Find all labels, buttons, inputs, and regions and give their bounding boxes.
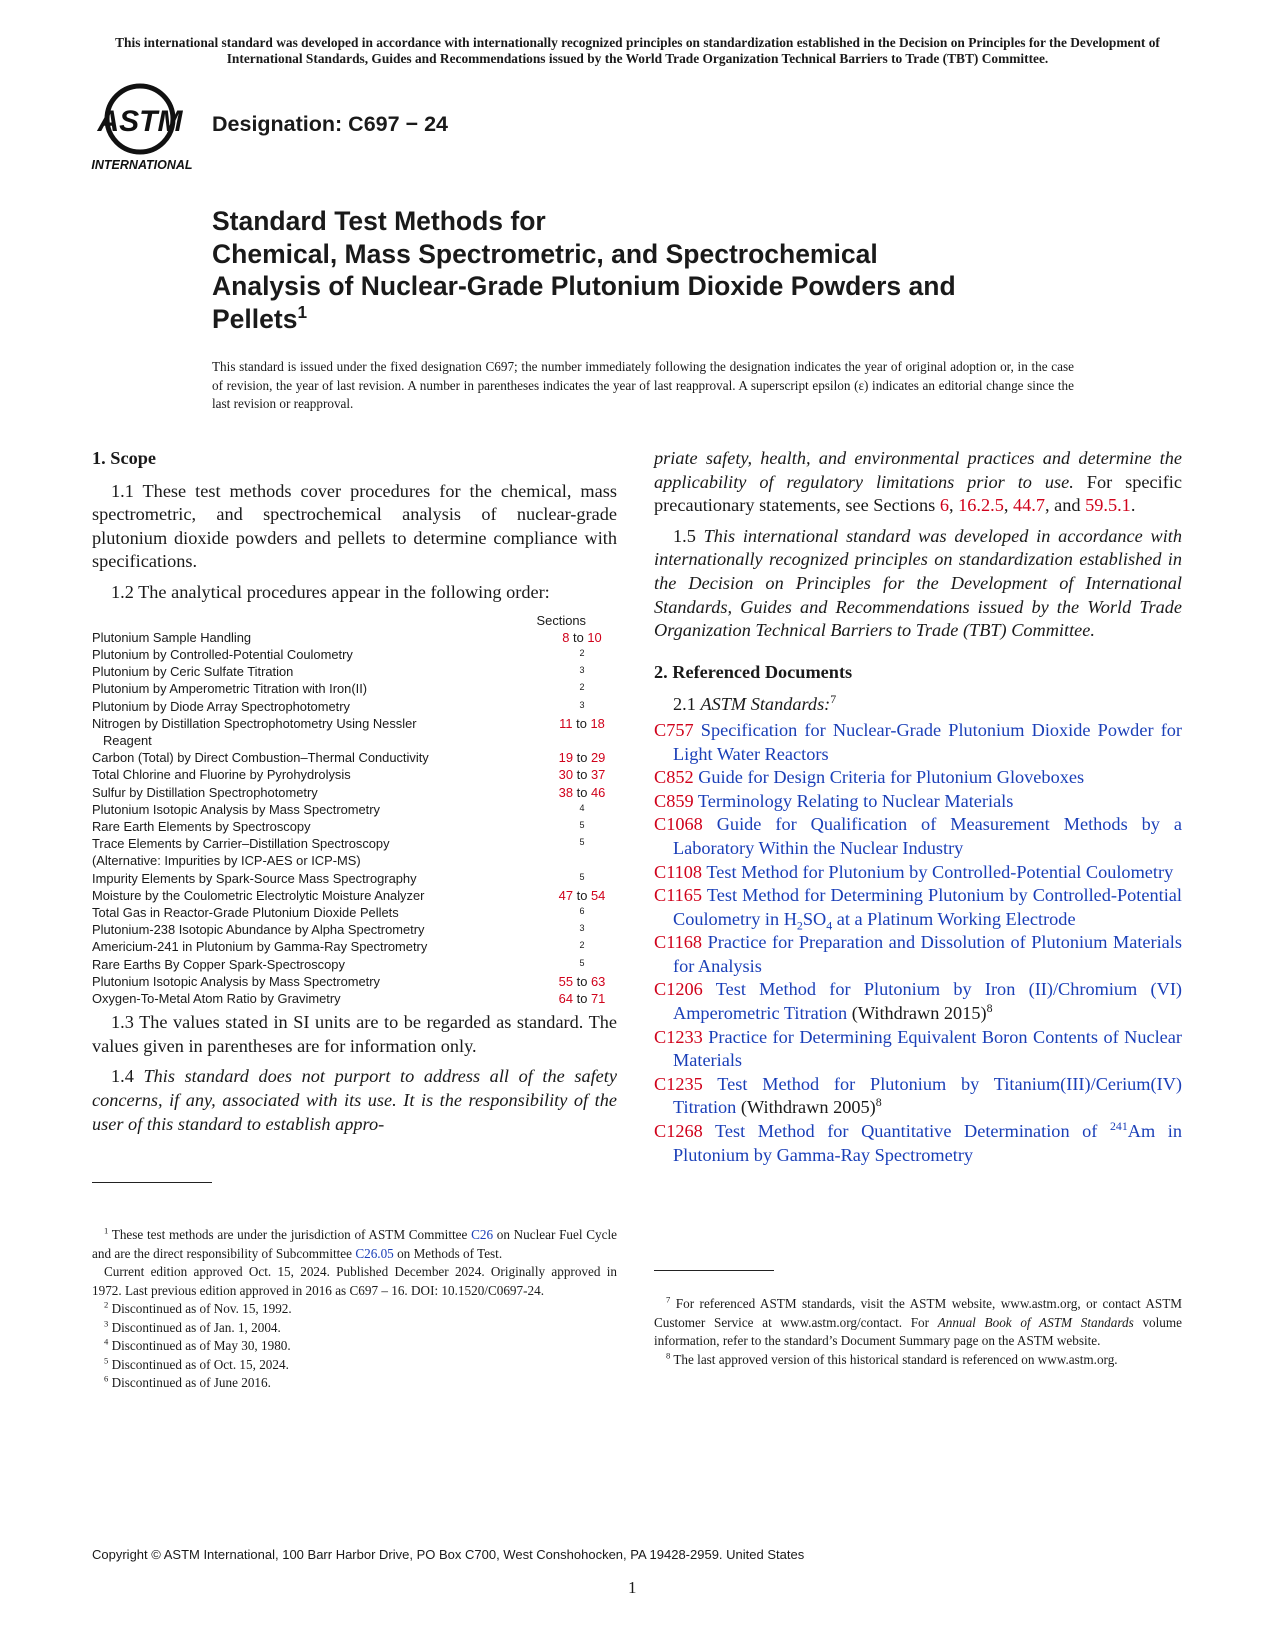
section-to-word: to — [576, 750, 588, 766]
procedure-name: Rare Earths By Copper Spark-Spectroscopy — [92, 956, 345, 972]
reference-item — [654, 978, 1182, 1025]
section-from[interactable]: 8 — [562, 629, 570, 645]
title-line-3: Analysis of Nuclear-Grade Plutonium Dioxide Powders and — [212, 271, 956, 301]
procedure-sections — [547, 698, 617, 715]
section-to[interactable]: 29 — [590, 750, 606, 766]
ref-section-59-5-1[interactable]: 59.5.1 — [1085, 495, 1131, 516]
procedure-sections — [547, 784, 617, 801]
procedure-row — [92, 784, 617, 801]
procedure-sections — [547, 938, 617, 955]
section-2-heading: 2. Referenced Documents — [654, 661, 853, 682]
procedure-row — [92, 990, 617, 1007]
procedure-name: Trace Elements by Carrier–Distillation Spectroscopy — [92, 836, 390, 852]
section-from[interactable]: 30 — [558, 767, 574, 783]
procedure-sections — [547, 835, 617, 852]
discontinued-footnote: 2 — [579, 682, 585, 693]
procedure-name: Oxygen-To-Metal Atom Ratio by Gravimetry — [92, 991, 341, 1007]
logo-international: INTERNATIONAL — [91, 158, 193, 172]
title-footnote-mark: 1 — [297, 301, 308, 322]
discontinued-footnote: 4 — [579, 802, 585, 813]
procedure-row — [92, 680, 617, 697]
title-line-2: Chemical, Mass Spectrometric, and Spectrochemical — [212, 238, 878, 269]
footnotes-right — [654, 1295, 1182, 1369]
reference-title[interactable]: Practice for Determining Equivalent Boron Contents of Nuclear Materials — [673, 1026, 1182, 1071]
discontinued-footnote: 2 — [579, 647, 585, 658]
link-c26-05[interactable]: C26.05 — [355, 1245, 394, 1261]
procedure-sections — [547, 629, 617, 646]
wto-notice: This international standard was developed in accordance with internationally recognized principles on standardization established in the Decision on Principles for the Development of International Standards, Guides and Recommendations issued by the World Trade Organization Technical Barriers to Trade (TBT) Committee. — [115, 35, 1160, 66]
section-to-word: to — [573, 629, 584, 645]
footnote-discontinued: $^4$ Discontinued as of May 30, 1980. — [104, 1336, 291, 1353]
procedure-name: Plutonium Isotopic Analysis by Mass Spectrometry — [92, 801, 381, 817]
section-to-word: to — [576, 991, 588, 1007]
ref-section-44-7[interactable]: 44.7 — [1012, 495, 1045, 516]
procedure-name: Impurity Elements by Spark-Source Mass Spectrography — [92, 870, 417, 886]
para-1-1: 1.1 These test methods cover procedures for the chemical, mass spectrometric, and spectrochemical analysis of nuclear-grade plutonium dioxide powders and pellets to determine compliance with specifications. — [92, 480, 617, 572]
procedure-row — [92, 835, 617, 852]
reference-item — [654, 1120, 1182, 1167]
procedures-table — [92, 612, 617, 1008]
discontinued-footnote: 3 — [579, 923, 585, 934]
section-to[interactable]: 10 — [587, 629, 602, 645]
logo-mark: ASTM — [97, 105, 183, 138]
discontinued-footnote: 3 — [579, 699, 585, 710]
reference-title[interactable]: Terminology Relating to Nuclear Materials — [697, 790, 1014, 811]
copyright: Copyright © ASTM International, 100 Barr Harbor Drive, PO Box C700, West Conshohocken, PA 19428-2959. United States — [92, 1547, 805, 1562]
procedure-name: (Alternative: Impurities by ICP-AES or ICP-MS) — [92, 853, 361, 869]
reference-item — [654, 1026, 1182, 1073]
procedure-sections — [547, 818, 617, 835]
footnote-8: $^8$ The last approved version of this historical standard is referenced on www.astm.org. — [666, 1350, 1118, 1367]
left-column — [92, 447, 617, 1143]
title-line-1: Standard Test Methods for — [212, 206, 546, 236]
procedure-name: Plutonium by Amperometric Titration with Iron(II) — [92, 681, 368, 697]
section-to-word: to — [576, 715, 587, 731]
procedure-name: Moisture by the Coulometric Electrolytic Moisture Analyzer — [92, 887, 425, 903]
procedure-name: Plutonium Sample Handling — [92, 629, 252, 645]
procedure-name: Total Chlorine and Fluorine by Pyrohydrolysis — [92, 767, 351, 783]
section-from[interactable]: 11 — [559, 715, 573, 731]
reference-title[interactable]: Practice for Preparation and Dissolution of Plutonium Materials for Analysis — [673, 932, 1182, 976]
procedure-name: Nitrogen by Distillation Spectrophotometry Using Nessler — [92, 715, 417, 731]
procedure-name: Carbon (Total) by Direct Combustion–Thermal Conductivity — [92, 750, 429, 766]
section-to[interactable]: 71 — [590, 991, 606, 1007]
reference-item — [654, 813, 1182, 860]
ref-section-16-2-5[interactable]: 16.2.5 — [958, 495, 1004, 516]
reference-title[interactable]: Test Method for Determining Plutonium by Controlled-Potential Coulometry in $H_2SO_4$ at a Platinum Working Electrode — [673, 885, 1182, 933]
footnote-discontinued: $^3$ Discontinued as of Jan. 1, 2004. — [104, 1318, 281, 1335]
procedure-row — [92, 766, 617, 783]
reference-code[interactable]: C1233 — [654, 1026, 703, 1047]
procedure-sections — [547, 663, 617, 680]
ref-section-6[interactable]: 6 — [939, 495, 949, 516]
reference-code[interactable]: C852 — [654, 767, 694, 788]
procedure-row — [92, 956, 617, 973]
discontinued-footnote: 5 — [579, 837, 585, 848]
footnote-7: $^7$ For referenced ASTM standards, visit the ASTM website, www.astm.org, or contact ASTM Customer Service at www.astm.org/contact. For Annual Book of ASTM Standards volume information, refer to the standard’s Document Summary page on the ASTM website. — [654, 1294, 1182, 1348]
title-line-4: Pellets — [212, 303, 298, 334]
procedure-name: Americium-241 in Plutonium by Gamma-Ray Spectrometry — [92, 939, 428, 955]
reference-item — [654, 1073, 1182, 1120]
section-to[interactable]: 63 — [590, 973, 606, 989]
section-from[interactable]: 55 — [558, 973, 574, 989]
section-to-word: to — [576, 887, 588, 903]
procedure-row — [92, 629, 617, 646]
procedure-name: Plutonium Isotopic Analysis by Mass Spectrometry — [92, 973, 381, 989]
designation: Designation: C697 − 24 — [212, 112, 448, 136]
reference-item — [654, 931, 1182, 978]
footnote-discontinued: $^6$ Discontinued as of June 2016. — [104, 1373, 271, 1390]
procedure-row — [92, 904, 617, 921]
reference-code[interactable]: C1206 — [654, 979, 703, 1000]
procedure-row — [92, 818, 617, 835]
procedure-name: Plutonium by Controlled-Potential Coulometry — [92, 646, 353, 662]
reference-item — [654, 719, 1182, 766]
reference-code[interactable]: C1108 — [654, 861, 703, 882]
section-from[interactable]: 19 — [558, 750, 574, 766]
footnote-discontinued: $^5$ Discontinued as of Oct. 15, 2024. — [104, 1355, 289, 1372]
reference-withdrawn-note: (Withdrawn 2005) — [740, 1097, 876, 1118]
footnote-rule-left — [92, 1182, 212, 1183]
procedure-sections — [547, 973, 617, 990]
procedure-row — [92, 921, 617, 938]
link-c26[interactable]: C26 — [471, 1227, 494, 1242]
procedure-row-wrapped — [92, 715, 617, 749]
procedure-sections — [547, 921, 617, 938]
reference-title[interactable]: Test Method for Plutonium by Titanium(III)/Cerium(IV) Titration — [673, 1073, 1182, 1118]
discontinued-footnote: 2 — [579, 940, 585, 951]
reference-code[interactable]: C1235 — [654, 1073, 703, 1094]
reference-item — [654, 766, 1182, 790]
procedure-row — [92, 938, 617, 955]
para-1-4-italic: This standard does not purport to address all of the safety concerns, if any, associated with its use. It is the responsibility of the user of this standard to establish appro- — [92, 1066, 617, 1134]
astm-logo-icon — [90, 83, 195, 175]
section-from[interactable]: 47 — [558, 887, 574, 903]
footnote-1: $^1$ These test methods are under the jurisdiction of ASTM Committee C26 on Nuclear Fuel Cycle and are the direct responsibility of Subcommittee C26.05 on Methods of Test. — [92, 1225, 617, 1261]
para-1-2: 1.2 The analytical procedures appear in the following order: — [111, 581, 550, 602]
reference-title[interactable]: Specification for Nuclear-Grade Plutonium Dioxide Powder for Light Water Reactors — [673, 719, 1183, 764]
page-number: 1 — [628, 1578, 637, 1597]
section-to-word: to — [576, 784, 588, 800]
document-title — [212, 205, 956, 335]
reference-withdrawn-note: (Withdrawn 2015) — [851, 1003, 987, 1024]
procedure-name: Total Gas in Reactor-Grade Plutonium Dioxide Pellets — [92, 905, 399, 921]
footnote-discontinued: $^2$ Discontinued as of Nov. 15, 1992. — [104, 1299, 292, 1316]
procedure-sections — [547, 766, 617, 783]
section-to-word: to — [576, 767, 588, 783]
section-to-word: to — [576, 973, 588, 989]
reference-code[interactable]: C1268 — [654, 1121, 703, 1142]
procedure-sections — [547, 852, 617, 869]
reference-title[interactable]: Test Method for Plutonium by Iron (II)/Chromium (VI) Amperometric Titration — [673, 979, 1182, 1024]
section-to[interactable]: 46 — [590, 784, 606, 800]
reference-item — [654, 861, 1182, 885]
reference-code[interactable]: C859 — [654, 790, 694, 811]
right-column — [654, 447, 1182, 1167]
footnotes-left — [92, 1226, 617, 1393]
procedure-sections — [547, 646, 617, 663]
procedure-row — [92, 698, 617, 715]
sections-header: Sections — [536, 612, 586, 628]
referenced-documents-list — [654, 719, 1182, 1167]
section-from[interactable]: 64 — [558, 991, 574, 1007]
reference-title[interactable]: Guide for Design Criteria for Plutonium Gloveboxes — [698, 767, 1085, 788]
reference-title[interactable]: Test Method for Plutonium by Controlled-Potential Coulometry — [706, 861, 1174, 882]
procedure-sections — [547, 680, 617, 697]
procedure-sections — [547, 904, 617, 921]
procedure-sections — [547, 956, 617, 973]
para-1-4: 1.4 This standard does not purport to address all of the safety concerns, if any, associated with its use. It is the responsibility of the user of this standard to establish appro- — [92, 1066, 617, 1134]
reference-item — [654, 790, 1182, 814]
reference-footnote: 8 — [986, 1000, 993, 1015]
procedure-row — [92, 663, 617, 680]
procedure-name: Sulfur by Distillation Spectrophotometry — [92, 784, 318, 800]
procedure-row — [92, 887, 617, 904]
procedure-sections — [547, 887, 617, 904]
reference-code[interactable]: C757 — [654, 719, 694, 740]
discontinued-footnote: 5 — [579, 820, 585, 830]
discontinued-footnote: 6 — [579, 906, 585, 917]
procedure-row — [92, 973, 617, 990]
reference-item — [654, 884, 1182, 931]
reference-code[interactable]: C1068 — [654, 814, 703, 835]
procedure-sections — [547, 801, 617, 818]
discontinued-footnote: 3 — [579, 665, 585, 676]
section-1-heading: 1. Scope — [92, 448, 156, 468]
procedure-name: Plutonium by Diode Array Spectrophotometry — [92, 698, 350, 714]
section-to[interactable]: 37 — [590, 767, 606, 783]
procedure-name: Plutonium-238 Isotopic Abundance by Alpha Spectrometry — [92, 922, 425, 938]
astm-logo — [90, 83, 195, 175]
reference-code[interactable]: C1165 — [654, 885, 703, 906]
edition-note: Current edition approved Oct. 15, 2024. Published December 2024. Originally approved in 1972. Last previous edition approved in 2016 as C697 – 16. DOI: 10.1520/C0697-24. — [92, 1264, 617, 1298]
discontinued-footnote: 5 — [579, 871, 585, 882]
discontinued-footnote: 5 — [579, 957, 585, 968]
procedure-row — [92, 801, 617, 818]
reference-title[interactable]: Guide for Qualification of Measurement Methods by a Laboratory Within the Nuclear Industry — [673, 814, 1182, 858]
procedure-sections — [547, 870, 617, 887]
procedure-sections — [547, 990, 617, 1007]
para-1-5: 1.5 This international standard was developed in accordance with internationally recognized principles on standardization established in the Decision on Principles for the Development of International Standards, Guides and Recommendations issued by the World Trade Organization Technical Barriers to Trade (TBT) Committee. — [654, 525, 1182, 641]
section-from[interactable]: 38 — [558, 784, 574, 800]
reference-code[interactable]: C1168 — [654, 932, 703, 953]
procedure-row — [92, 749, 617, 766]
procedure-sections — [547, 749, 617, 766]
reference-footnote: 8 — [875, 1095, 882, 1110]
section-to[interactable]: 54 — [590, 887, 606, 903]
procedure-name: Rare Earth Elements by Spectroscopy — [92, 819, 311, 834]
procedure-row — [92, 870, 617, 887]
para-1-3: 1.3 The values stated in SI units are to be regarded as standard. The values given in parentheses are for information only. — [92, 1012, 617, 1056]
para-2-1: 2.1 ASTM Standards:$^7$ — [673, 692, 837, 715]
procedure-row — [92, 646, 617, 663]
footnote-rule-right — [654, 1270, 774, 1271]
issued-note: This standard is issued under the fixed designation C697; the number immediately following the designation indicates the year of original adoption or, in the case of revision, the year of last revision. A number in parentheses indicates the year of last reapproval. A superscript epsilon (ε) indicates an editorial change since the last revision or reapproval. — [212, 359, 1074, 411]
section-to[interactable]: 18 — [590, 715, 605, 731]
procedure-name: Plutonium by Ceric Sulfate Titration — [92, 664, 294, 680]
para-1-4-continued: priate safety, health, and environmental practices and determine the applicability of regulatory limitations prior to use. For specific precautionary statements, see Sections 6, 16.2.5, 44.7, and 59.5.1. — [654, 448, 1182, 516]
reference-title[interactable]: Test Method for Quantitative Determination of $^{241}$Am in Plutonium by Gamma-Ray Spectrometry — [673, 1118, 1182, 1165]
procedure-sections — [547, 715, 617, 732]
procedure-row — [92, 852, 617, 869]
procedure-name-continued: Reagent — [103, 732, 152, 748]
